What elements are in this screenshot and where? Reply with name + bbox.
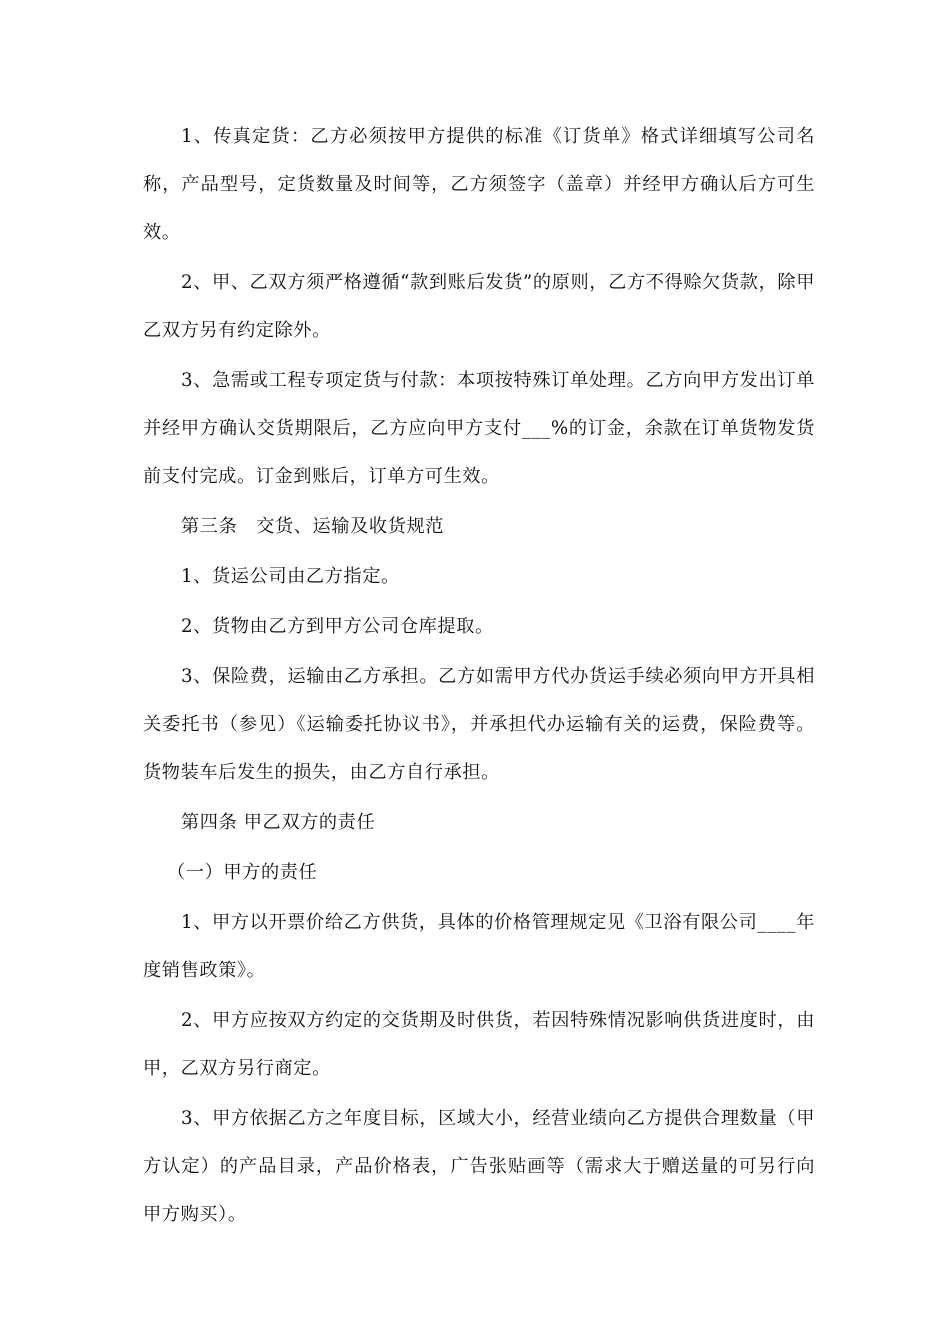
clause-warehouse-pickup: 2、货物由乙方到甲方公司仓库提取。 [181, 616, 494, 637]
clause-timely-supply: 2、甲方应按双方约定的交货期及时供货，若因特殊情况影响供货进度时，由甲，乙双方另行商定。 [143, 1010, 815, 1079]
clause-freight-company: 1、货运公司由乙方指定。 [181, 566, 400, 587]
clause-fax-ordering: 1、传真定货：乙方必须按甲方提供的标准《订货单》格式详细填写公司名称，产品型号，定货数量及时间等，乙方须签字（盖章）并经甲方确认后方可生效。 [143, 126, 815, 243]
document-body [143, 113, 815, 1241]
clause-insurance-transport: 3、保险费，运输由乙方承担。乙方如需甲方代办货运手续必须向甲方开具相关委托书（参见）《运输委托协议书》，并承担代办运输有关的运费，保险费等。货物装车后发生的损失，由乙方自行承担。 [143, 666, 815, 783]
article-four-heading: 第四条 甲乙双方的责任 [181, 812, 376, 833]
clause-marketing-materials: 3、甲方依据乙方之年度目标，区域大小，经营业绩向乙方提供合理数量（甲方认定）的产品目录，产品价格表，广告张贴画等（需求大于赠送量的可另行向甲方购买）。 [143, 1108, 815, 1225]
clause-invoice-price: 1、甲方以开票价给乙方供货，具体的价格管理规定见《卫浴有限公司____年度销售政策》。 [143, 912, 815, 981]
clause-payment-before-delivery: 2、甲、乙双方须严格遵循“款到账后发货”的原则，乙方不得赊欠货款，除甲乙双方另有约定除外。 [143, 272, 815, 341]
article-three-heading: 第三条 交货、运输及收货规范 [181, 516, 445, 537]
clause-urgent-orders: 3、急需或工程专项定货与付款：本项按特殊订单处理。乙方向甲方发出订单并经甲方确认交货期限后，乙方应向甲方支付___%的订金，余款在订单货物发货前支付完成。订金到账后，订单方可生效。 [143, 370, 815, 487]
party-a-responsibility-heading: （一）甲方的责任 [167, 862, 318, 883]
